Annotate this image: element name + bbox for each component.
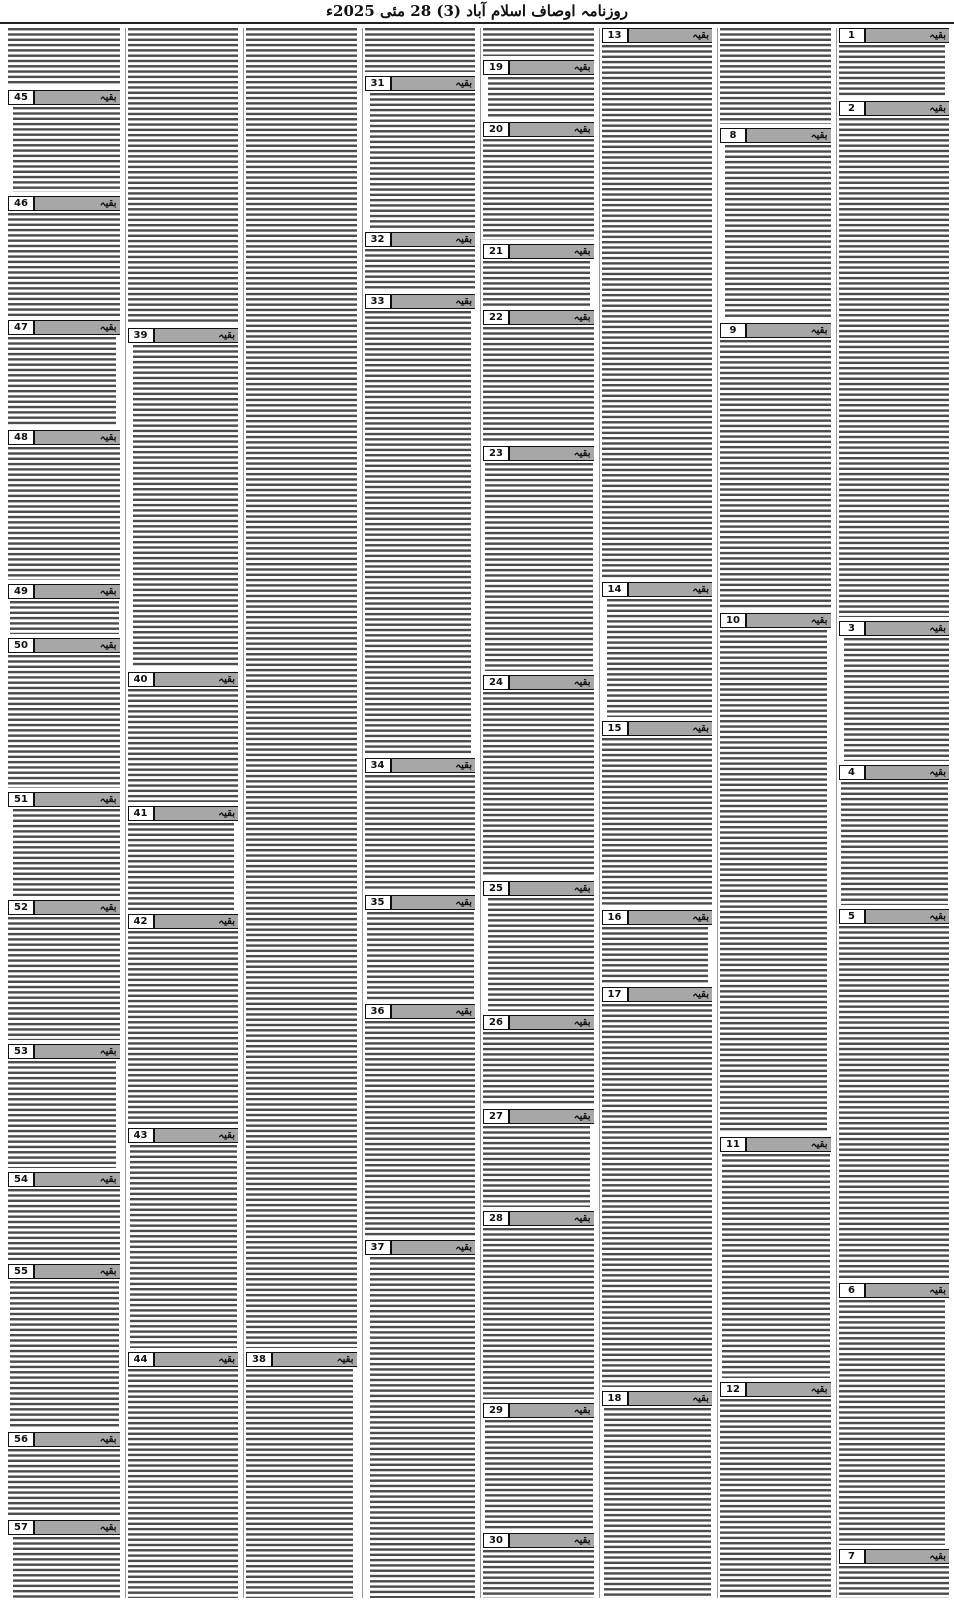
continuation-label: بقیہ <box>509 1211 594 1226</box>
continuation-label: بقیہ <box>746 1137 831 1152</box>
continuation-number: 23 <box>483 446 509 461</box>
continuation-label: بقیہ <box>34 1520 120 1535</box>
article-text <box>483 1032 594 1105</box>
continuation-label: بقیہ <box>34 430 120 445</box>
article-text <box>483 327 594 442</box>
continuation-number: 19 <box>483 60 509 75</box>
article-text <box>839 45 946 97</box>
continuation-label: بقیہ <box>865 1549 950 1564</box>
article-text <box>604 1408 712 1598</box>
continuation-label: بقیہ <box>509 60 594 75</box>
article-text <box>365 775 476 891</box>
article-tail <box>8 28 120 86</box>
continuation-label: بقیہ <box>391 1004 476 1019</box>
column-8 <box>6 28 122 1598</box>
continuation-label: بقیہ <box>746 323 831 338</box>
continuation-block <box>839 101 950 617</box>
continuation-label: بقیہ <box>34 1172 120 1187</box>
column-5 <box>362 28 478 1598</box>
continuation-block <box>8 1172 120 1260</box>
continuation-number: 29 <box>483 1403 509 1418</box>
continuation-label: بقیہ <box>272 1352 357 1367</box>
continuation-block <box>8 320 120 426</box>
article-text <box>13 107 120 192</box>
continuation-block <box>8 792 120 896</box>
continuation-block <box>720 1382 831 1598</box>
article-text <box>485 463 593 671</box>
continuation-block <box>128 806 239 910</box>
continuation-number: 5 <box>839 909 865 924</box>
continuation-block <box>839 621 950 761</box>
continuation-label: بقیہ <box>391 232 476 247</box>
continuation-label: بقیہ <box>865 765 950 780</box>
continuation-block <box>483 1015 594 1105</box>
continuation-number: 48 <box>8 430 34 445</box>
continuation-number: 11 <box>720 1137 746 1152</box>
continuation-number: 50 <box>8 638 34 653</box>
continuation-number: 25 <box>483 881 509 896</box>
article-text <box>370 1257 476 1598</box>
continuation-block <box>483 1211 594 1399</box>
continuation-label: بقیہ <box>34 792 120 807</box>
continuation-number: 20 <box>483 122 509 137</box>
article-text <box>8 447 120 580</box>
continuation-block <box>602 28 713 578</box>
article-text <box>483 1550 594 1598</box>
continuation-label: بقیہ <box>746 128 831 143</box>
article-text <box>720 340 831 609</box>
continuation-block <box>602 910 713 983</box>
continuation-block <box>483 1109 594 1207</box>
continuation-block <box>8 1520 120 1598</box>
article-text <box>839 1300 946 1545</box>
article-text <box>8 917 120 1040</box>
continuation-number: 54 <box>8 1172 34 1187</box>
continuation-block <box>365 758 476 891</box>
continuation-label: بقیہ <box>154 1128 239 1143</box>
continuation-number: 44 <box>128 1352 154 1367</box>
continuation-number: 8 <box>720 128 746 143</box>
continuation-number: 22 <box>483 310 509 325</box>
continuation-block <box>8 196 120 316</box>
continuation-block <box>602 721 713 906</box>
continuation-number: 46 <box>8 196 34 211</box>
continuation-label: بقیہ <box>865 101 950 116</box>
article-text <box>8 1449 120 1516</box>
continuation-number: 24 <box>483 675 509 690</box>
continuation-label: بقیہ <box>865 28 950 43</box>
masthead-title: روزنامہ اوصاف اسلام آباد (3) 28 مئی 2025ء <box>0 0 954 24</box>
continuation-block <box>720 1137 831 1378</box>
continuation-block <box>8 638 120 788</box>
article-text <box>13 1537 120 1598</box>
continuation-block <box>128 1352 239 1598</box>
article-text <box>128 689 239 802</box>
continuation-label: بقیہ <box>154 806 239 821</box>
continuation-block <box>483 1403 594 1529</box>
article-text <box>13 809 120 896</box>
article-text <box>839 118 950 617</box>
column-3 <box>599 28 715 1598</box>
continuation-label: بقیہ <box>154 328 239 343</box>
article-tail <box>128 28 239 324</box>
article-text <box>8 1189 120 1260</box>
article-text <box>246 1369 353 1598</box>
continuation-number: 30 <box>483 1533 509 1548</box>
continuation-label: بقیہ <box>34 1432 120 1447</box>
continuation-label: بقیہ <box>154 914 239 929</box>
article-text <box>8 337 116 426</box>
article-text <box>720 28 831 124</box>
continuation-number: 27 <box>483 1109 509 1124</box>
article-tail <box>483 28 594 56</box>
continuation-block <box>602 1391 713 1598</box>
continuation-block <box>602 987 713 1387</box>
continuation-block <box>8 90 120 192</box>
article-text <box>602 927 709 983</box>
article-text <box>720 630 827 1133</box>
continuation-block <box>8 900 120 1040</box>
continuation-number: 49 <box>8 584 34 599</box>
column-7 <box>125 28 241 1598</box>
continuation-label: بقیہ <box>34 196 120 211</box>
column-4 <box>480 28 596 1598</box>
article-tail <box>720 28 831 124</box>
continuation-number: 14 <box>602 582 628 597</box>
article-text <box>841 782 949 905</box>
continuation-label: بقیہ <box>509 675 594 690</box>
article-text <box>488 77 594 118</box>
continuation-label: بقیہ <box>34 1044 120 1059</box>
continuation-block <box>8 430 120 580</box>
continuation-number: 1 <box>839 28 865 43</box>
continuation-label: بقیہ <box>391 895 476 910</box>
continuation-number: 52 <box>8 900 34 915</box>
continuation-number: 36 <box>365 1004 391 1019</box>
continuation-label: بقیہ <box>391 294 476 309</box>
article-text <box>483 692 594 877</box>
continuation-block <box>246 1352 357 1598</box>
continuation-block <box>365 76 476 228</box>
article-tail <box>246 28 357 1348</box>
continuation-label: بقیہ <box>391 1240 476 1255</box>
continuation-block <box>8 1264 120 1428</box>
article-tail <box>365 28 476 72</box>
continuation-number: 7 <box>839 1549 865 1564</box>
continuation-block <box>365 1240 476 1598</box>
continuation-number: 10 <box>720 613 746 628</box>
continuation-label: بقیہ <box>509 446 594 461</box>
continuation-block <box>483 1533 594 1598</box>
continuation-block <box>720 128 831 319</box>
continuation-number: 47 <box>8 320 34 335</box>
continuation-number: 31 <box>365 76 391 91</box>
continuation-number: 40 <box>128 672 154 687</box>
continuation-number: 9 <box>720 323 746 338</box>
continuation-number: 45 <box>8 90 34 105</box>
continuation-label: بقیہ <box>509 244 594 259</box>
article-text <box>365 249 476 290</box>
continuation-block <box>839 765 950 905</box>
continuation-label: بقیہ <box>865 909 950 924</box>
continuation-number: 33 <box>365 294 391 309</box>
continuation-block <box>483 446 594 671</box>
article-text <box>485 1420 593 1529</box>
continuation-label: بقیہ <box>509 310 594 325</box>
continuation-block <box>483 675 594 877</box>
continuation-block <box>839 909 950 1279</box>
continuation-block <box>720 613 831 1133</box>
newspaper-page <box>3 28 951 1598</box>
continuation-block <box>483 122 594 240</box>
continuation-number: 16 <box>602 910 628 925</box>
continuation-number: 18 <box>602 1391 628 1406</box>
article-text <box>725 145 831 319</box>
continuation-number: 17 <box>602 987 628 1002</box>
article-text <box>370 93 476 228</box>
continuation-block <box>365 1004 476 1236</box>
continuation-number: 4 <box>839 765 865 780</box>
continuation-number: 3 <box>839 621 865 636</box>
article-text <box>365 1021 476 1236</box>
continuation-block <box>483 881 594 1011</box>
continuation-label: بقیہ <box>34 584 120 599</box>
article-text <box>607 599 713 717</box>
continuation-label: بقیہ <box>865 1283 950 1298</box>
article-text <box>8 213 120 316</box>
continuation-number: 39 <box>128 328 154 343</box>
continuation-label: بقیہ <box>628 910 713 925</box>
article-text <box>839 926 950 1279</box>
continuation-label: بقیہ <box>34 638 120 653</box>
continuation-block <box>128 672 239 802</box>
continuation-number: 35 <box>365 895 391 910</box>
continuation-label: بقیہ <box>746 613 831 628</box>
continuation-number: 21 <box>483 244 509 259</box>
continuation-block <box>839 1283 950 1545</box>
article-text <box>844 638 950 761</box>
continuation-number: 43 <box>128 1128 154 1143</box>
continuation-label: بقیہ <box>154 1352 239 1367</box>
continuation-label: بقیہ <box>509 881 594 896</box>
article-text <box>365 311 472 754</box>
article-text <box>246 28 357 1348</box>
continuation-block <box>128 328 239 668</box>
article-text <box>488 898 594 1011</box>
article-text <box>367 912 475 1000</box>
continuation-number: 55 <box>8 1264 34 1279</box>
continuation-number: 56 <box>8 1432 34 1447</box>
continuation-number: 38 <box>246 1352 272 1367</box>
article-text <box>722 1154 830 1378</box>
continuation-label: بقیہ <box>628 582 713 597</box>
continuation-block <box>483 244 594 306</box>
continuation-number: 32 <box>365 232 391 247</box>
continuation-label: بقیہ <box>865 621 950 636</box>
continuation-number: 42 <box>128 914 154 929</box>
continuation-label: بقیہ <box>628 721 713 736</box>
continuation-block <box>365 294 476 754</box>
article-text <box>8 1061 116 1168</box>
continuation-label: بقیہ <box>154 672 239 687</box>
continuation-number: 41 <box>128 806 154 821</box>
continuation-block <box>483 310 594 442</box>
continuation-label: بقیہ <box>746 1382 831 1397</box>
continuation-label: بقیہ <box>34 320 120 335</box>
continuation-block <box>128 1128 239 1348</box>
article-text <box>720 1399 831 1598</box>
continuation-label: بقیہ <box>509 1533 594 1548</box>
article-text <box>602 45 713 578</box>
article-text <box>483 1228 594 1399</box>
article-text <box>128 931 239 1124</box>
continuation-number: 2 <box>839 101 865 116</box>
continuation-number: 34 <box>365 758 391 773</box>
continuation-number: 15 <box>602 721 628 736</box>
continuation-block <box>839 28 950 97</box>
continuation-label: بقیہ <box>509 1015 594 1030</box>
continuation-label: بقیہ <box>628 28 713 43</box>
column-2 <box>717 28 833 1598</box>
continuation-number: 57 <box>8 1520 34 1535</box>
continuation-block <box>8 584 120 634</box>
continuation-label: بقیہ <box>509 1109 594 1124</box>
continuation-label: بقیہ <box>391 758 476 773</box>
continuation-label: بقیہ <box>34 1264 120 1279</box>
article-text <box>839 1566 950 1598</box>
article-text <box>602 1004 713 1387</box>
column-6 <box>243 28 359 1598</box>
article-text <box>483 261 590 306</box>
continuation-block <box>8 1432 120 1516</box>
continuation-number: 53 <box>8 1044 34 1059</box>
continuation-block <box>720 323 831 609</box>
article-text <box>128 1369 239 1598</box>
article-text <box>8 655 120 788</box>
continuation-block <box>839 1549 950 1598</box>
continuation-block <box>365 232 476 290</box>
continuation-label: بقیہ <box>628 1391 713 1406</box>
continuation-label: بقیہ <box>509 122 594 137</box>
continuation-number: 51 <box>8 792 34 807</box>
continuation-label: بقیہ <box>391 76 476 91</box>
continuation-block <box>8 1044 120 1168</box>
article-text <box>483 1126 590 1207</box>
continuation-block <box>483 60 594 118</box>
continuation-label: بقیہ <box>34 90 120 105</box>
article-text <box>10 601 119 634</box>
continuation-number: 12 <box>720 1382 746 1397</box>
article-text <box>8 28 120 86</box>
article-text <box>130 1145 238 1348</box>
article-text <box>133 345 239 668</box>
continuation-number: 13 <box>602 28 628 43</box>
continuation-label: بقیہ <box>509 1403 594 1418</box>
continuation-number: 28 <box>483 1211 509 1226</box>
continuation-block <box>602 582 713 717</box>
continuation-number: 26 <box>483 1015 509 1030</box>
article-text <box>128 28 239 324</box>
continuation-number: 6 <box>839 1283 865 1298</box>
article-text <box>10 1281 119 1428</box>
article-text <box>483 28 594 56</box>
article-text <box>365 28 476 72</box>
article-text <box>602 738 713 906</box>
column-1 <box>836 28 952 1598</box>
continuation-label: بقیہ <box>628 987 713 1002</box>
continuation-label: بقیہ <box>34 900 120 915</box>
continuation-block <box>365 895 476 1000</box>
article-text <box>128 823 235 910</box>
continuation-block <box>128 914 239 1124</box>
continuation-number: 37 <box>365 1240 391 1255</box>
article-text <box>483 139 594 240</box>
